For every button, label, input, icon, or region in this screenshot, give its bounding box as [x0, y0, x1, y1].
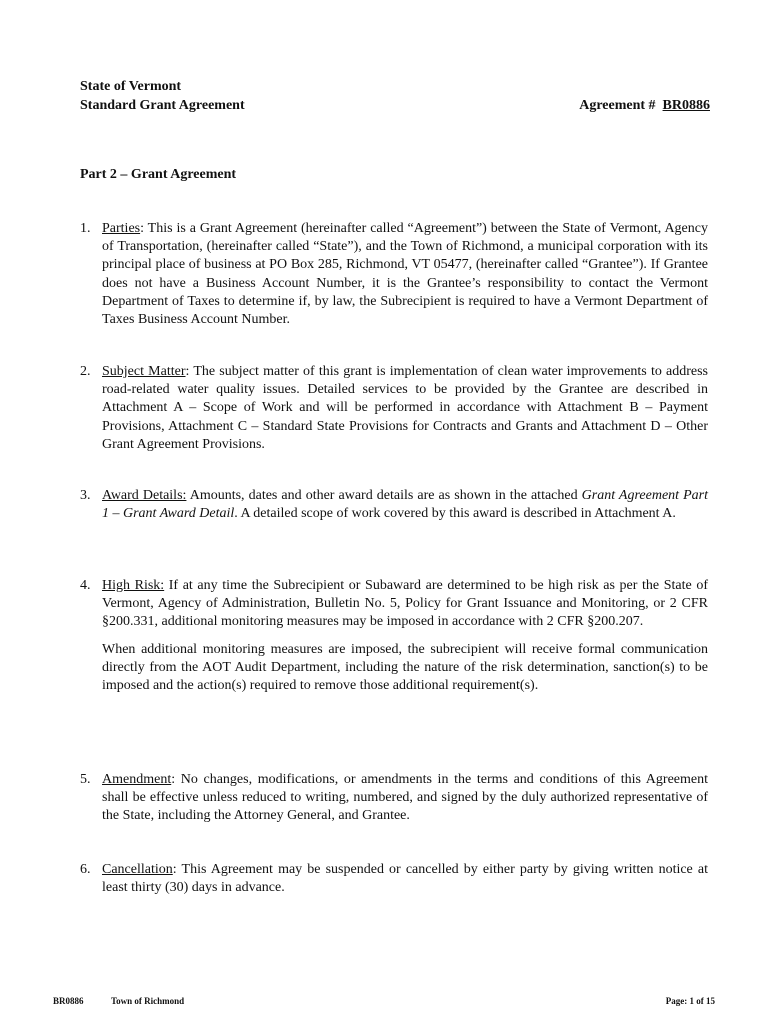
clause-heading: Parties	[102, 221, 141, 236]
clause-paragraph	[102, 220, 708, 329]
state-title: State of Vermont	[80, 79, 182, 94]
clause-subject-matter	[80, 363, 708, 454]
footer-town: Town of Richmond	[111, 996, 185, 1006]
clause-high-risk	[80, 577, 708, 695]
document-header	[80, 77, 710, 115]
clause-paragraph	[102, 363, 708, 454]
clause-heading: Subject Matter	[102, 364, 186, 379]
agreement-number-block	[579, 96, 710, 115]
clause-heading: High Risk:	[102, 578, 165, 593]
clause-paragraph	[102, 577, 708, 632]
clause-number: 2.	[80, 364, 91, 379]
clause-cancellation	[80, 861, 708, 897]
clause-award-details	[80, 487, 708, 523]
clause-paragraph	[102, 861, 708, 897]
agreement-type-title: Standard Grant Agreement	[80, 98, 245, 113]
footer-page-number: Page: 1 of 15	[665, 996, 715, 1006]
clause-text: : This Agreement may be suspended or cancelled by either party by giving written notice at least thirty (30) days in advance.	[102, 862, 708, 896]
clause-heading: Cancellation	[102, 862, 173, 877]
clause-italic-reference: Grant Agreement Part 1 – Grant Award Detail	[102, 488, 708, 522]
clause-number: 1.	[80, 221, 91, 236]
footer-agreement-id: BR0886	[53, 996, 84, 1006]
clause-text-after: . A detailed scope of work covered by this award is described in Attachment A.	[234, 506, 676, 522]
clause-heading: Award Details:	[102, 488, 187, 503]
clause-number: 5.	[80, 772, 91, 787]
clause-paragraph	[102, 487, 708, 523]
clause-number: 3.	[80, 488, 91, 503]
clause-text: Amounts, dates and other award details are as shown in the attached	[186, 488, 582, 503]
clause-heading: Amendment	[102, 772, 172, 787]
part-title: Part 2 – Grant Agreement	[80, 167, 237, 182]
agreement-number: BR0886	[662, 98, 710, 113]
clause-text: : No changes, modifications, or amendments in the terms and conditions of this Agreement shall be effective unless reduced to writing, numbered, and signed by the duly authorized representative of the State, including the Attorney General, and Grantee.	[102, 772, 708, 824]
clause-text: If at any time the Subrecipient or Subaward are determined to be high risk as per the State of Vermont, Agency of Administration, Bulletin No. 5, Policy for Grant Issuance and Monitoring, or 2 CFR §200.331, additional monitoring measures may be imposed in accordance with 2 CFR §200.207.	[102, 578, 708, 630]
clause-number: 4.	[80, 578, 91, 593]
clause-text: : The subject matter of this grant is implementation of clean water improvements to address road-related water quality issues. Detailed services to be provided by the Grantee are described in Attachment A – Scope of Work and will be performed in accordance with Attachment B – Payment Provisions, Attachment C – Standard State Provisions for Contracts and Grants and Attachment D – Other Grant Agreement Provisions.	[102, 364, 709, 452]
clause-text: : This is a Grant Agreement (hereinafter called “Agreement”) between the State of Vermont, Agency of Transportation, (hereinafter called “State”), and the Town of Richmond, a municipal corporation with its principal place of business at PO Box 285, Richmond, VT 05477, (hereinafter called “Grantee”). If Grantee does not have a Business Account Number, it is the Grantee’s responsibility to contact the Vermont Department of Taxes to determine if, by law, the Subrecipient is required to have a Vermont Department of Taxes Business Account Number.	[102, 221, 708, 328]
clause-paragraph	[102, 771, 708, 826]
agreement-number-label: Agreement #	[579, 98, 656, 113]
clause-paragraph-2: When additional monitoring measures are imposed, the subrecipient will receive formal communication directly from the AOT Audit Department, including the nature of the risk determination, sanction(s) to be imposed and the action(s) required to remove those additional requirement(s).	[102, 641, 708, 694]
clause-number: 6.	[80, 862, 91, 877]
clause-parties	[80, 220, 708, 329]
clause-amendment	[80, 771, 708, 826]
